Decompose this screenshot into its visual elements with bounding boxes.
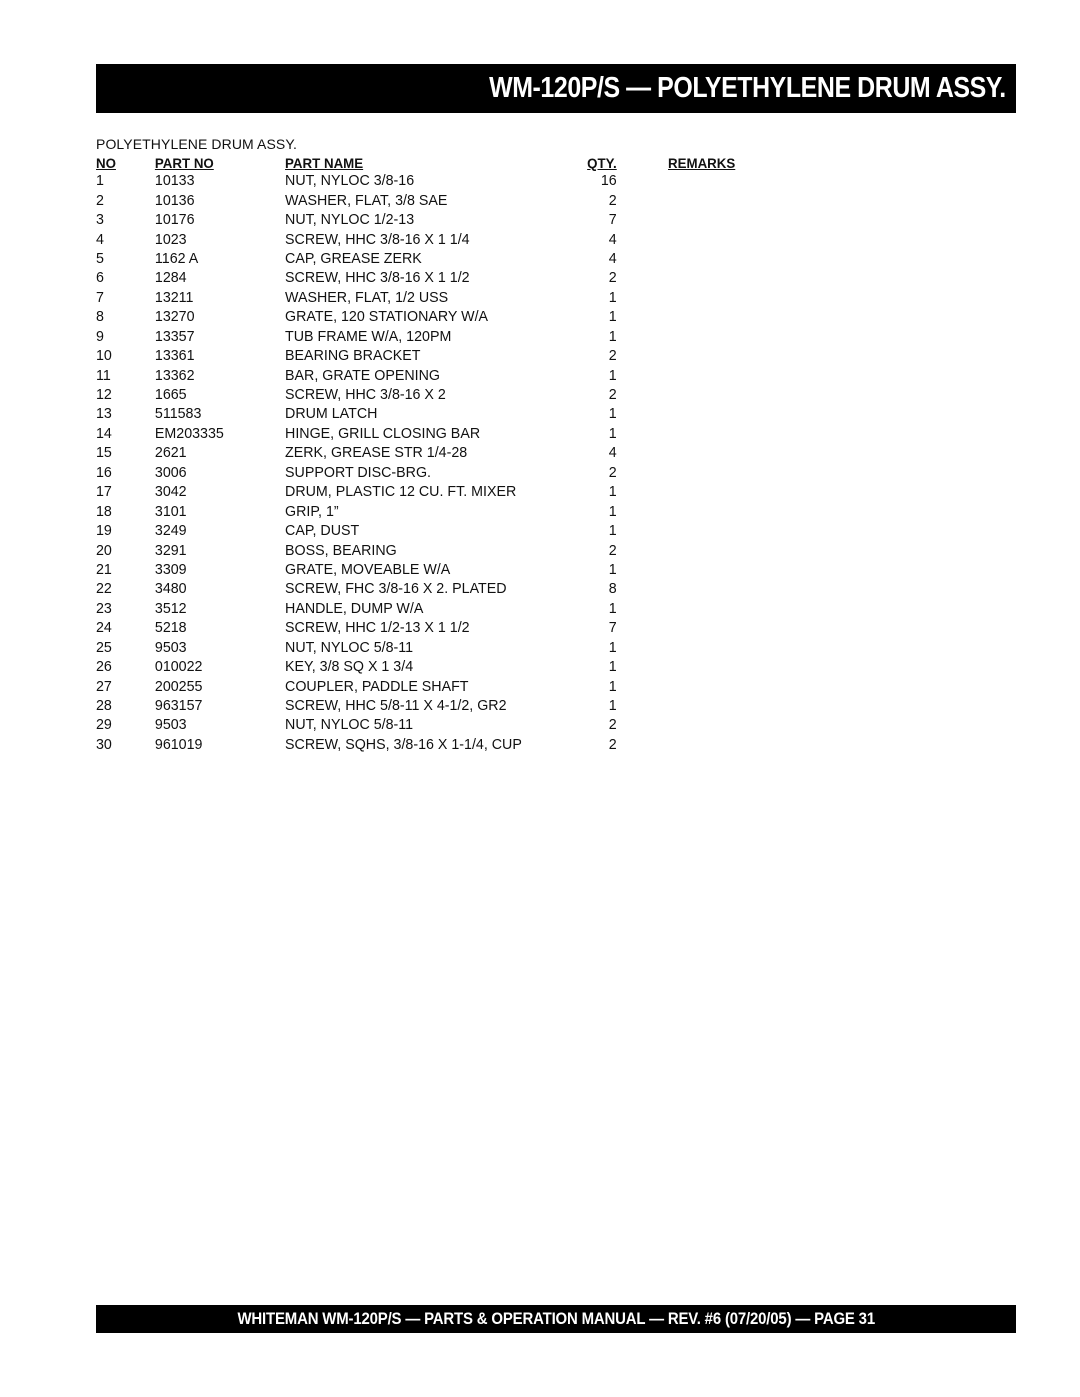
- cell-qty: 1: [608, 308, 617, 326]
- cell-part-no: 10176: [154, 211, 195, 229]
- cell-part-no: 3101: [154, 502, 187, 520]
- cell-remarks: [668, 482, 763, 501]
- cell-remarks: [668, 540, 763, 559]
- cell-part-name: GRATE, 120 STATIONARY W/A: [285, 308, 489, 326]
- cell-remarks: [668, 327, 763, 346]
- cell-part-no: 1162 A: [154, 249, 199, 267]
- cell-part-name: GRATE, MOVEABLE W/A: [285, 560, 451, 578]
- cell-spacer: [617, 618, 668, 637]
- table-row: [96, 599, 763, 618]
- cell-qty: 4: [608, 230, 617, 248]
- cell-part-name: BAR, GRATE OPENING: [285, 366, 440, 384]
- cell-part-no: 13362: [154, 366, 195, 384]
- cell-remarks: [668, 385, 763, 404]
- cell-part-no: 10133: [154, 172, 195, 190]
- cell-qty: 4: [608, 249, 617, 267]
- cell-remarks: [668, 676, 763, 695]
- cell-part-no: 3480: [154, 580, 187, 598]
- table-row: [96, 501, 763, 520]
- cell-spacer: [617, 365, 668, 384]
- cell-part-name: SCREW, HHC 1/2-13 X 1 1/2: [285, 619, 470, 637]
- cell-remarks: [668, 346, 763, 365]
- cell-qty: 8: [608, 580, 617, 598]
- cell-no: 10: [96, 347, 112, 365]
- cell-remarks: [668, 696, 763, 715]
- cell-spacer: [617, 463, 668, 482]
- cell-no: 2: [96, 191, 104, 209]
- table-row: [96, 327, 763, 346]
- cell-part-name: GRIP, 1”: [285, 502, 339, 520]
- footer-bar: [96, 1305, 1016, 1333]
- cell-no: 22: [96, 580, 112, 598]
- cell-part-no: 3291: [154, 541, 187, 559]
- cell-qty: 1: [608, 424, 617, 442]
- footer-text: WHITEMAN WM-120P/S — PARTS & OPERATION MANUAL — REV. #6 (07/20/05) — PAGE 31: [237, 1309, 875, 1328]
- cell-part-no: 13361: [154, 347, 195, 365]
- table-row: [96, 249, 763, 268]
- cell-no: 5: [96, 249, 104, 267]
- cell-part-no: 1665: [154, 386, 187, 404]
- table-row: [96, 540, 763, 559]
- cell-part-no: EM203335: [154, 424, 224, 442]
- cell-part-no: 1023: [154, 230, 187, 248]
- cell-part-no: 010022: [154, 658, 203, 676]
- cell-remarks: [668, 424, 763, 443]
- cell-no: 26: [96, 658, 112, 676]
- table-row: [96, 210, 763, 229]
- cell-qty: 1: [608, 288, 617, 306]
- cell-part-name: SCREW, HHC 3/8-16 X 1 1/2: [285, 269, 470, 287]
- cell-part-no: 5218: [154, 619, 187, 637]
- table-row: [96, 346, 763, 365]
- cell-remarks: [668, 560, 763, 579]
- cell-spacer: [617, 404, 668, 423]
- cell-no: 19: [96, 522, 112, 540]
- cell-part-name: WASHER, FLAT, 3/8 SAE: [285, 191, 448, 209]
- table-row: [96, 171, 763, 190]
- cell-part-no: 3006: [154, 463, 187, 481]
- cell-part-no: 2621: [154, 444, 187, 462]
- cell-no: 29: [96, 716, 112, 734]
- cell-qty: 1: [608, 599, 617, 617]
- cell-spacer: [617, 501, 668, 520]
- cell-no: 20: [96, 541, 112, 559]
- cell-no: 21: [96, 560, 112, 578]
- cell-no: 8: [96, 308, 104, 326]
- cell-qty: 1: [608, 502, 617, 520]
- cell-spacer: [617, 249, 668, 268]
- cell-part-name: NUT, NYLOC 3/8-16: [285, 172, 415, 190]
- cell-spacer: [617, 190, 668, 209]
- cell-spacer: [617, 482, 668, 501]
- cell-no: 13: [96, 405, 112, 423]
- table-row: [96, 657, 763, 676]
- cell-spacer: [617, 424, 668, 443]
- cell-qty: 1: [608, 405, 617, 423]
- cell-part-no: 3249: [154, 522, 187, 540]
- cell-no: 18: [96, 502, 112, 520]
- cell-spacer: [617, 171, 668, 190]
- column-header-remarks: REMARKS: [668, 155, 736, 171]
- cell-qty: 1: [608, 638, 617, 656]
- cell-part-no: 3042: [154, 483, 187, 501]
- table-row: [96, 424, 763, 443]
- table-row: [96, 229, 763, 248]
- cell-part-no: 3309: [154, 560, 187, 578]
- cell-remarks: [668, 229, 763, 248]
- cell-part-name: SCREW, HHC 3/8-16 X 1 1/4: [285, 230, 470, 248]
- cell-part-name: CAP, DUST: [285, 522, 360, 540]
- page-title: WM-120P/S — POLYETHYLENE DRUM ASSY.: [489, 72, 1006, 104]
- table-row: [96, 385, 763, 404]
- table-row: [96, 288, 763, 307]
- cell-remarks: [668, 365, 763, 384]
- cell-part-name: TUB FRAME W/A, 120PM: [285, 327, 452, 345]
- cell-part-no: 963157: [154, 697, 203, 715]
- cell-qty: 1: [608, 677, 617, 695]
- cell-qty: 2: [608, 269, 617, 287]
- cell-part-name: NUT, NYLOC 1/2-13: [285, 211, 415, 229]
- cell-no: 17: [96, 483, 112, 501]
- cell-remarks: [668, 288, 763, 307]
- cell-part-name: NUT, NYLOC 5/8-11: [285, 716, 414, 734]
- cell-part-no: 511583: [154, 405, 202, 423]
- cell-part-name: ZERK, GREASE STR 1/4-28: [285, 444, 468, 462]
- cell-part-name: HINGE, GRILL CLOSING BAR: [285, 424, 481, 442]
- column-header-qty: QTY.: [587, 155, 617, 171]
- cell-part-name: DRUM LATCH: [285, 405, 378, 423]
- cell-part-name: BOSS, BEARING: [285, 541, 397, 559]
- parts-table-body: [96, 171, 763, 754]
- cell-part-no: 13211: [154, 288, 194, 306]
- cell-qty: 2: [608, 347, 617, 365]
- cell-part-name: BEARING BRACKET: [285, 347, 421, 365]
- cell-spacer: [617, 735, 668, 754]
- cell-part-name: CAP, GREASE ZERK: [285, 249, 422, 267]
- cell-spacer: [617, 327, 668, 346]
- cell-remarks: [668, 735, 763, 754]
- cell-qty: 1: [608, 366, 617, 384]
- cell-spacer: [617, 579, 668, 598]
- table-row: [96, 463, 763, 482]
- cell-qty: 7: [608, 211, 617, 229]
- cell-part-name: DRUM, PLASTIC 12 CU. FT. MIXER: [285, 483, 517, 501]
- cell-qty: 1: [608, 483, 617, 501]
- cell-part-no: 10136: [154, 191, 195, 209]
- cell-no: 15: [96, 444, 112, 462]
- cell-remarks: [668, 249, 763, 268]
- cell-remarks: [668, 171, 763, 190]
- cell-remarks: [668, 268, 763, 287]
- cell-part-no: 9503: [154, 716, 187, 734]
- cell-remarks: [668, 463, 763, 482]
- section-label: POLYETHYLENE DRUM ASSY.: [96, 136, 297, 152]
- cell-qty: 2: [608, 191, 617, 209]
- cell-remarks: [668, 190, 763, 209]
- table-row: [96, 696, 763, 715]
- cell-part-no: 961019: [154, 735, 203, 753]
- cell-spacer: [617, 268, 668, 287]
- cell-part-name: COUPLER, PADDLE SHAFT: [285, 677, 469, 695]
- table-row: [96, 638, 763, 657]
- cell-no: 28: [96, 697, 112, 715]
- cell-part-name: SCREW, FHC 3/8-16 X 2. PLATED: [285, 580, 507, 598]
- cell-no: 6: [96, 269, 104, 287]
- cell-spacer: [617, 599, 668, 618]
- cell-spacer: [617, 346, 668, 365]
- cell-part-no: 13270: [154, 308, 195, 326]
- cell-qty: 2: [608, 541, 617, 559]
- table-row: [96, 560, 763, 579]
- cell-spacer: [617, 443, 668, 462]
- cell-part-name: SUPPORT DISC-BRG.: [285, 463, 432, 481]
- cell-no: 23: [96, 599, 112, 617]
- cell-spacer: [617, 676, 668, 695]
- table-row: [96, 735, 763, 754]
- cell-remarks: [668, 210, 763, 229]
- cell-qty: 1: [608, 327, 617, 345]
- cell-qty: 1: [608, 658, 617, 676]
- cell-remarks: [668, 599, 763, 618]
- cell-qty: 2: [608, 386, 617, 404]
- table-row: [96, 404, 763, 423]
- table-row: [96, 268, 763, 287]
- cell-part-no: 1284: [154, 269, 187, 287]
- cell-part-name: SCREW, HHC 3/8-16 X 2: [285, 386, 446, 404]
- cell-no: 25: [96, 638, 112, 656]
- parts-table: [96, 153, 763, 754]
- cell-remarks: [668, 657, 763, 676]
- table-row: [96, 521, 763, 540]
- cell-spacer: [617, 307, 668, 326]
- cell-qty: 4: [608, 444, 617, 462]
- cell-no: 3: [96, 211, 104, 229]
- cell-qty: 16: [600, 172, 617, 190]
- cell-spacer: [617, 657, 668, 676]
- cell-spacer: [617, 715, 668, 734]
- cell-remarks: [668, 521, 763, 540]
- cell-qty: 1: [608, 522, 617, 540]
- table-header-row: [96, 153, 763, 171]
- cell-no: 14: [96, 424, 112, 442]
- cell-no: 11: [96, 366, 111, 384]
- table-row: [96, 190, 763, 209]
- cell-remarks: [668, 443, 763, 462]
- cell-qty: 2: [608, 463, 617, 481]
- cell-no: 24: [96, 619, 112, 637]
- cell-spacer: [617, 560, 668, 579]
- cell-no: 16: [96, 463, 112, 481]
- cell-part-name: HANDLE, DUMP W/A: [285, 599, 424, 617]
- cell-no: 30: [96, 735, 112, 753]
- table-row: [96, 579, 763, 598]
- cell-spacer: [617, 696, 668, 715]
- cell-spacer: [617, 521, 668, 540]
- table-row: [96, 365, 763, 384]
- cell-no: 4: [96, 230, 104, 248]
- cell-spacer: [617, 288, 668, 307]
- cell-qty: 1: [608, 697, 617, 715]
- cell-part-name: SCREW, SQHS, 3/8-16 X 1-1/4, CUP: [285, 735, 522, 753]
- table-row: [96, 715, 763, 734]
- cell-part-no: 9503: [154, 638, 187, 656]
- cell-spacer: [617, 540, 668, 559]
- cell-part-name: SCREW, HHC 5/8-11 X 4-1/2, GR2: [285, 697, 507, 715]
- cell-no: 7: [96, 288, 104, 306]
- cell-part-no: 200255: [154, 677, 203, 695]
- cell-remarks: [668, 307, 763, 326]
- cell-part-name: WASHER, FLAT, 1/2 USS: [285, 288, 449, 306]
- cell-remarks: [668, 618, 763, 637]
- cell-part-name: NUT, NYLOC 5/8-11: [285, 638, 414, 656]
- cell-part-no: 3512: [154, 599, 187, 617]
- cell-no: 12: [96, 386, 112, 404]
- cell-remarks: [668, 579, 763, 598]
- cell-qty: 7: [608, 619, 617, 637]
- cell-qty: 2: [608, 716, 617, 734]
- cell-spacer: [617, 229, 668, 248]
- cell-part-name: KEY, 3/8 SQ X 1 3/4: [285, 658, 414, 676]
- table-row: [96, 307, 763, 326]
- cell-part-no: 13357: [154, 327, 195, 345]
- table-row: [96, 482, 763, 501]
- column-header-part-name: PART NAME: [285, 155, 364, 171]
- cell-remarks: [668, 638, 763, 657]
- column-header-no: NO: [96, 155, 116, 171]
- cell-no: 9: [96, 327, 104, 345]
- cell-remarks: [668, 501, 763, 520]
- cell-spacer: [617, 638, 668, 657]
- cell-no: 1: [96, 172, 104, 190]
- cell-remarks: [668, 404, 763, 423]
- table-row: [96, 676, 763, 695]
- cell-qty: 2: [608, 735, 617, 753]
- cell-no: 27: [96, 677, 112, 695]
- cell-remarks: [668, 715, 763, 734]
- cell-qty: 1: [608, 560, 617, 578]
- cell-spacer: [617, 385, 668, 404]
- cell-spacer: [617, 210, 668, 229]
- column-header-part-no: PART NO: [154, 155, 214, 171]
- table-row: [96, 443, 763, 462]
- header-bar: [96, 64, 1016, 113]
- column-spacer: [617, 153, 668, 171]
- table-row: [96, 618, 763, 637]
